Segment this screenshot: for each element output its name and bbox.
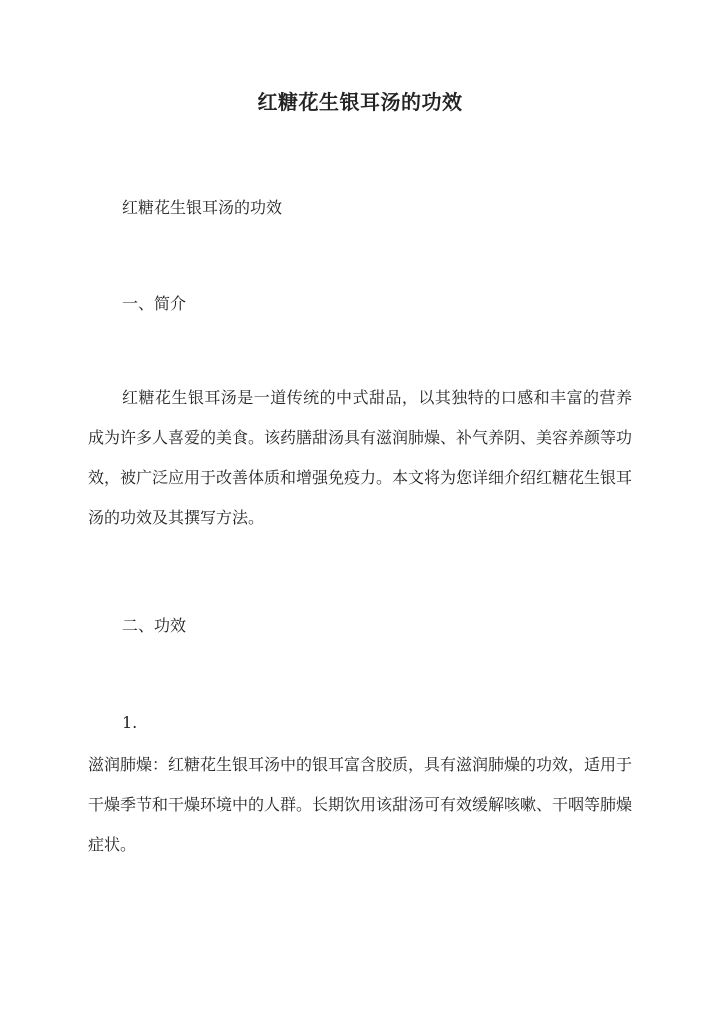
- document-subtitle: 红糖花生银耳汤的功效: [122, 198, 283, 217]
- document-title: 红糖花生银耳汤的功效: [257, 90, 463, 114]
- section-heading-intro: 一、简介: [122, 294, 187, 313]
- intro-paragraph: 红糖花生银耳汤是一道传统的中式甜品，以其独特的口感和丰富的营养成为许多人喜爱的美食。该药膳甜汤具有滋润肺燥、补气养阴、美容养颜等功效，被广泛应用于改善体质和增强免疫力。本文将为您详细介绍红糖花生银耳汤的功效及其撰写方法。: [88, 388, 633, 527]
- section-heading-effects: 二、功效: [122, 616, 187, 635]
- list-item-text: 滋润肺燥：红糖花生银耳汤中的银耳富含胶质，具有滋润肺燥的功效，适用于干燥季节和干燥环境中的人群。长期饮用该甜汤可有效缓解咳嗽、干咽等肺燥症状。: [88, 755, 633, 854]
- list-item-number: 1.: [122, 713, 138, 732]
